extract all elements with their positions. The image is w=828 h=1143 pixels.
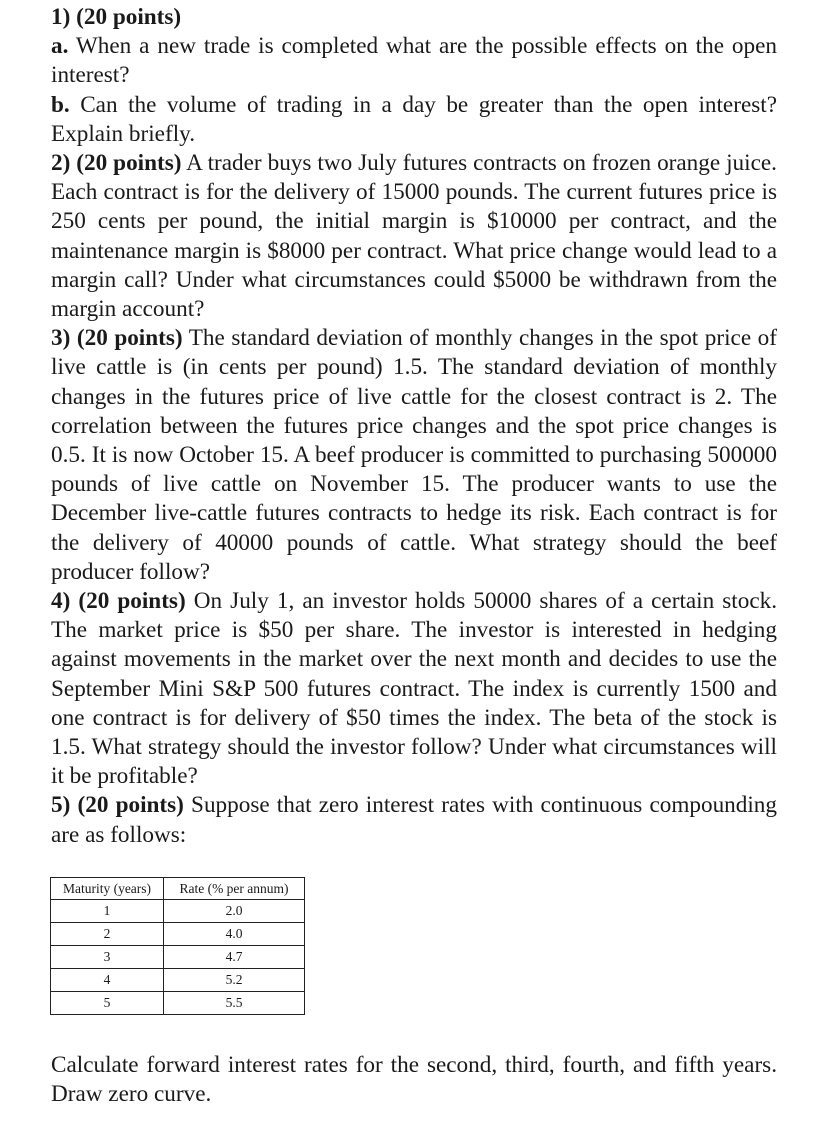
question-2-points: (20 points) — [76, 150, 182, 177]
question-3-text: The standard deviation of monthly changes in the spot price of live cattle is (in cents per pound) 1.5. The standard deviation of monthly changes in the futures price of live cattle for the closest contract is 2. The correlation between the futures price changes and the spot price changes is 0.5. It is now October 15. A beef producer is committed to purchasing 500000 pounds of live cattle on November 15. The producer wants to use the December live-cattle futures contracts to hedge its risk. Each contract is for the delivery of 40000 pounds of cattle. What strategy should the beef producer follow? — [51, 325, 777, 585]
maturity-cell: 3 — [51, 946, 164, 969]
question-5-points: (20 points) — [77, 792, 184, 819]
question-3-points: (20 points) — [76, 325, 183, 352]
closing-instruction: Calculate forward interest rates for the second, third, fourth, and fifth years. Draw zero curve. — [51, 1052, 777, 1108]
question-3 — [51, 324, 777, 587]
zero-rates-table-container — [50, 877, 305, 1015]
table-row — [51, 946, 305, 969]
question-4-number: 4) — [51, 588, 71, 615]
question-1-heading — [51, 3, 777, 32]
question-1a — [51, 32, 777, 90]
question-4-text: On July 1, an investor holds 50000 shares of a certain stock. The market price is $50 per share. The investor is interested in hedging against movements in the market over the next month and decides to use the September Mini S&P 500 futures contract. The index is currently 1500 and one contract is for delivery of $50 times the index. The beta of the stock is 1.5. What strategy should the investor follow? Under what circumstances will it be profitable? — [51, 588, 778, 790]
maturity-cell: 2 — [51, 923, 164, 946]
question-1-number: 1) — [51, 4, 71, 30]
question-5 — [51, 791, 777, 849]
rate-cell: 4.0 — [164, 923, 305, 946]
rate-cell: 4.7 — [164, 946, 305, 969]
question-1b-text: Can the volume of trading in a day be greater than the open interest? Explain briefly. — [51, 91, 777, 147]
question-2-number: 2) — [51, 150, 71, 177]
question-5-number: 5) — [51, 792, 71, 819]
column-header-maturity: Maturity (years) — [51, 878, 164, 900]
question-2 — [51, 149, 777, 324]
question-5-text: Suppose that zero interest rates with continuous compounding are as follows: — [51, 792, 777, 848]
rate-cell: 5.2 — [164, 969, 305, 992]
question-1a-label: a. — [51, 33, 69, 60]
question-2-text: A trader buys two July futures contracts on frozen orange juice. Each contract is for the delivery of 15000 pounds. The current futures price is 250 cents per pound, the initial margin is $10000 per contract, and the maintenance margin is $8000 per contract. What price change would lead to a margin call? Under what circumstances could $5000 be withdrawn from the margin account? — [51, 150, 777, 323]
maturity-cell: 4 — [51, 969, 164, 992]
question-1-points: (20 points) — [76, 4, 182, 30]
table-row — [51, 969, 305, 992]
problem-set — [51, 3, 777, 850]
question-1b — [51, 91, 777, 149]
table-row — [51, 992, 305, 1015]
rate-cell: 2.0 — [164, 900, 305, 923]
column-header-rate: Rate (% per annum) — [164, 878, 305, 900]
table-header-row — [51, 878, 305, 900]
zero-rates-table — [50, 877, 305, 1015]
rate-cell: 5.5 — [164, 992, 305, 1015]
table-row — [51, 923, 305, 946]
maturity-cell: 5 — [51, 992, 164, 1015]
question-4 — [51, 587, 777, 791]
question-3-number: 3) — [51, 325, 71, 352]
maturity-cell: 1 — [51, 900, 164, 923]
question-1a-text: When a new trade is completed what are the possible effects on the open interest? — [51, 33, 777, 89]
question-4-points: (20 points) — [78, 588, 186, 615]
table-row — [51, 900, 305, 923]
question-1b-label: b. — [51, 91, 70, 118]
